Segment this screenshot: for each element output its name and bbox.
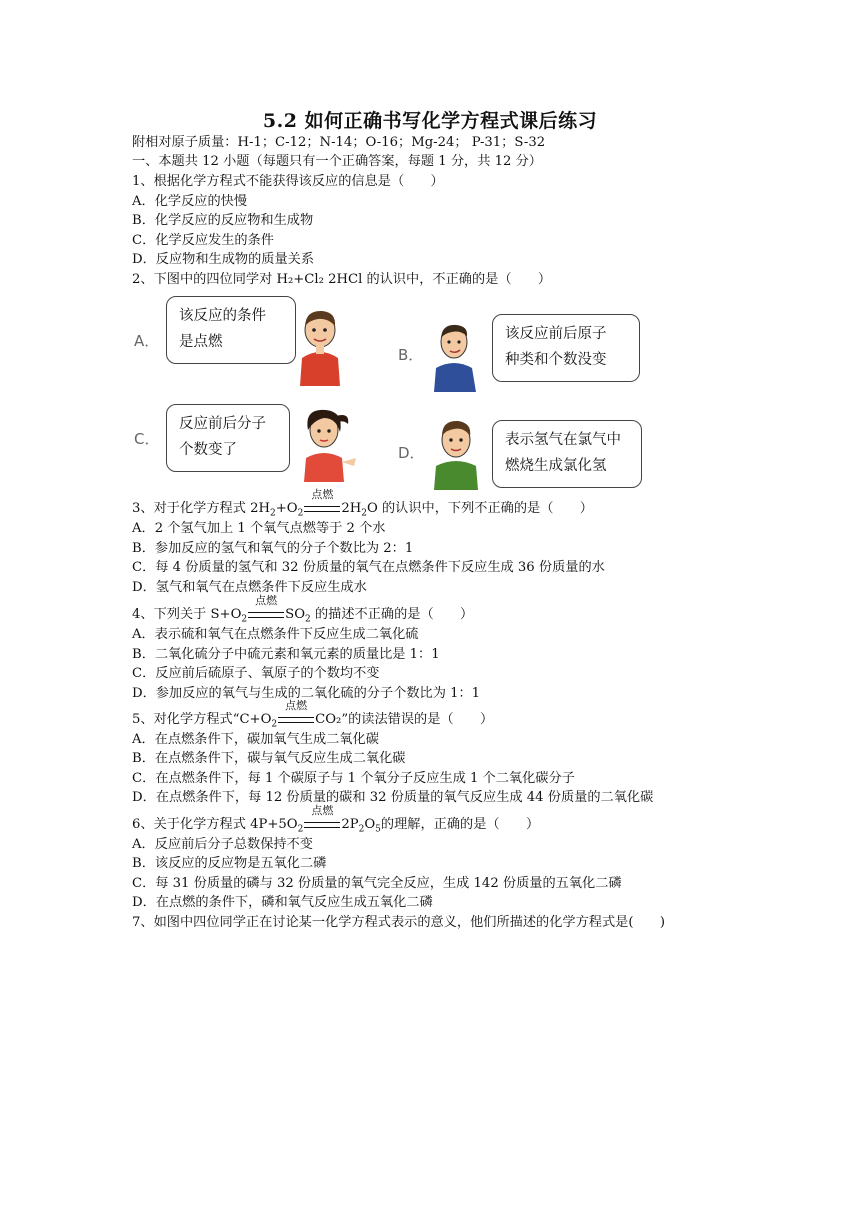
atomic-masses: 附相对原子质量：H-1；C-12；N-14；O-16；Mg-24； P-31；S-32: [132, 135, 546, 150]
reaction-arrow: 点燃: [303, 500, 341, 518]
reaction-arrow: 点燃: [303, 816, 341, 834]
q5-option-b: B．在点燃条件下，碳与氧气反应生成二氧化碳: [132, 751, 406, 766]
student-boy-b-icon: [430, 320, 482, 392]
q6-option-a: A．反应前后分子总数保持不变: [132, 837, 313, 852]
q3-option-b: B．参加反应的氢气和氧气的分子个数比为 2：1: [132, 541, 414, 556]
question-6-stem: 6、关于化学方程式 $4P+5O_2$ 点燃 $2P_2O_5$的理解，正确的是（ ）: [132, 804, 540, 835]
q4-option-b: B．二氧化硫分子中硫元素和氧元素的质量比是 1：1: [132, 647, 440, 662]
section-header: 一、本题共 12 小题（每题只有一个正确答案，每题 1 分，共 12 分）: [132, 154, 542, 169]
q5-option-c: C．在点燃条件下，每 1 个碳原子与 1 个氧分子反应生成 1 个二氧化碳分子: [132, 771, 575, 786]
q1-option-c: C．化学反应发生的条件: [132, 233, 274, 248]
q4-option-a: A．表示硫和氧气在点燃条件下反应生成二氧化硫: [132, 627, 419, 642]
panel-d-letter: D．: [398, 444, 425, 462]
question-3-stem: 3、对于化学方程式 $2H_2+O_2$ 点燃 $2H_2O$ 的认识中，下列不正确的是（ ）: [132, 488, 593, 519]
student-girl-c-icon: [296, 404, 360, 482]
question-2-stem: 2、下图中的四位同学对 H₂+Cl₂ 2HCl 的认识中，不正确的是（ ）: [132, 272, 552, 287]
panel-a-letter: A．: [134, 332, 160, 350]
student-boy-a-icon: [294, 306, 346, 386]
q1-option-d: D．反应物和生成物的质量关系: [132, 252, 315, 267]
student-boy-d-icon: [430, 416, 482, 490]
q1-option-a: A．化学反应的快慢: [132, 194, 248, 209]
panel-b-bubble: 该反应前后原子 种类和个数没变: [492, 314, 640, 382]
panel-c-bubble: 反应前后分子 个数变了: [166, 404, 290, 472]
question-4-stem: 4、下列关于 $S+O_2$ 点燃 $SO_2$ 的描述不正确的是（ ）: [132, 594, 474, 625]
question-5-stem: 5、对化学方程式“$C+O_2$ 点燃 CO₂”的读法错误的是（ ）: [132, 699, 494, 730]
q2-equation: H₂+Cl₂ 2HCl: [276, 272, 363, 287]
question-7-stem: 7、如图中四位同学正在讨论某一化学方程式表示的意义，他们所描述的化学方程式是( ): [132, 915, 665, 930]
panel-d-bubble: 表示氢气在氯气中 燃烧生成氯化氢: [492, 420, 642, 488]
q3-option-d: D．氢气和氧气在点燃条件下反应生成水: [132, 580, 367, 595]
q6-option-d: D．在点燃的条件下，磷和氧气反应生成五氧化二磷: [132, 895, 433, 910]
q6-option-c: C．每 31 份质量的磷与 32 份质量的氧气完全反应，生成 142 份质量的五氧化二磷: [132, 876, 622, 891]
page-title: 5.2 如何正确书写化学方程式课后练习: [262, 110, 598, 132]
q6-option-b: B．该反应的反应物是五氧化二磷: [132, 856, 327, 871]
q5-option-d: D．在点燃条件下，每 12 份质量的碳和 32 份质量的氧气反应生成 44 份质量的二氧化碳: [132, 790, 654, 805]
q4-option-d: D．参加反应的氧气与生成的二氧化硫的分子个数比为 1：1: [132, 686, 481, 701]
reaction-arrow: 点燃: [247, 606, 285, 624]
q3-option-c: C．每 4 份质量的氢气和 32 份质量的氧气在点燃条件下反应生成 36 份质量的水: [132, 560, 605, 575]
panel-b-letter: B．: [398, 346, 424, 364]
q4-option-c: C．反应前后硫原子、氧原子的个数均不变: [132, 666, 380, 681]
question-1-stem: 1、根据化学方程式不能获得该反应的信息是（ ）: [132, 174, 444, 189]
q3-option-a: A．2 个氢气加上 1 个氧气点燃等于 2 个水: [132, 521, 386, 536]
panel-a-bubble: 该反应的条件 是点燃: [166, 296, 296, 364]
q5-option-a: A．在点燃条件下，碳加氧气生成二氧化碳: [132, 732, 379, 747]
panel-c-letter: C．: [134, 430, 160, 448]
reaction-arrow: 点燃: [277, 711, 315, 729]
q1-option-b: B．化学反应的反应物和生成物: [132, 213, 314, 228]
